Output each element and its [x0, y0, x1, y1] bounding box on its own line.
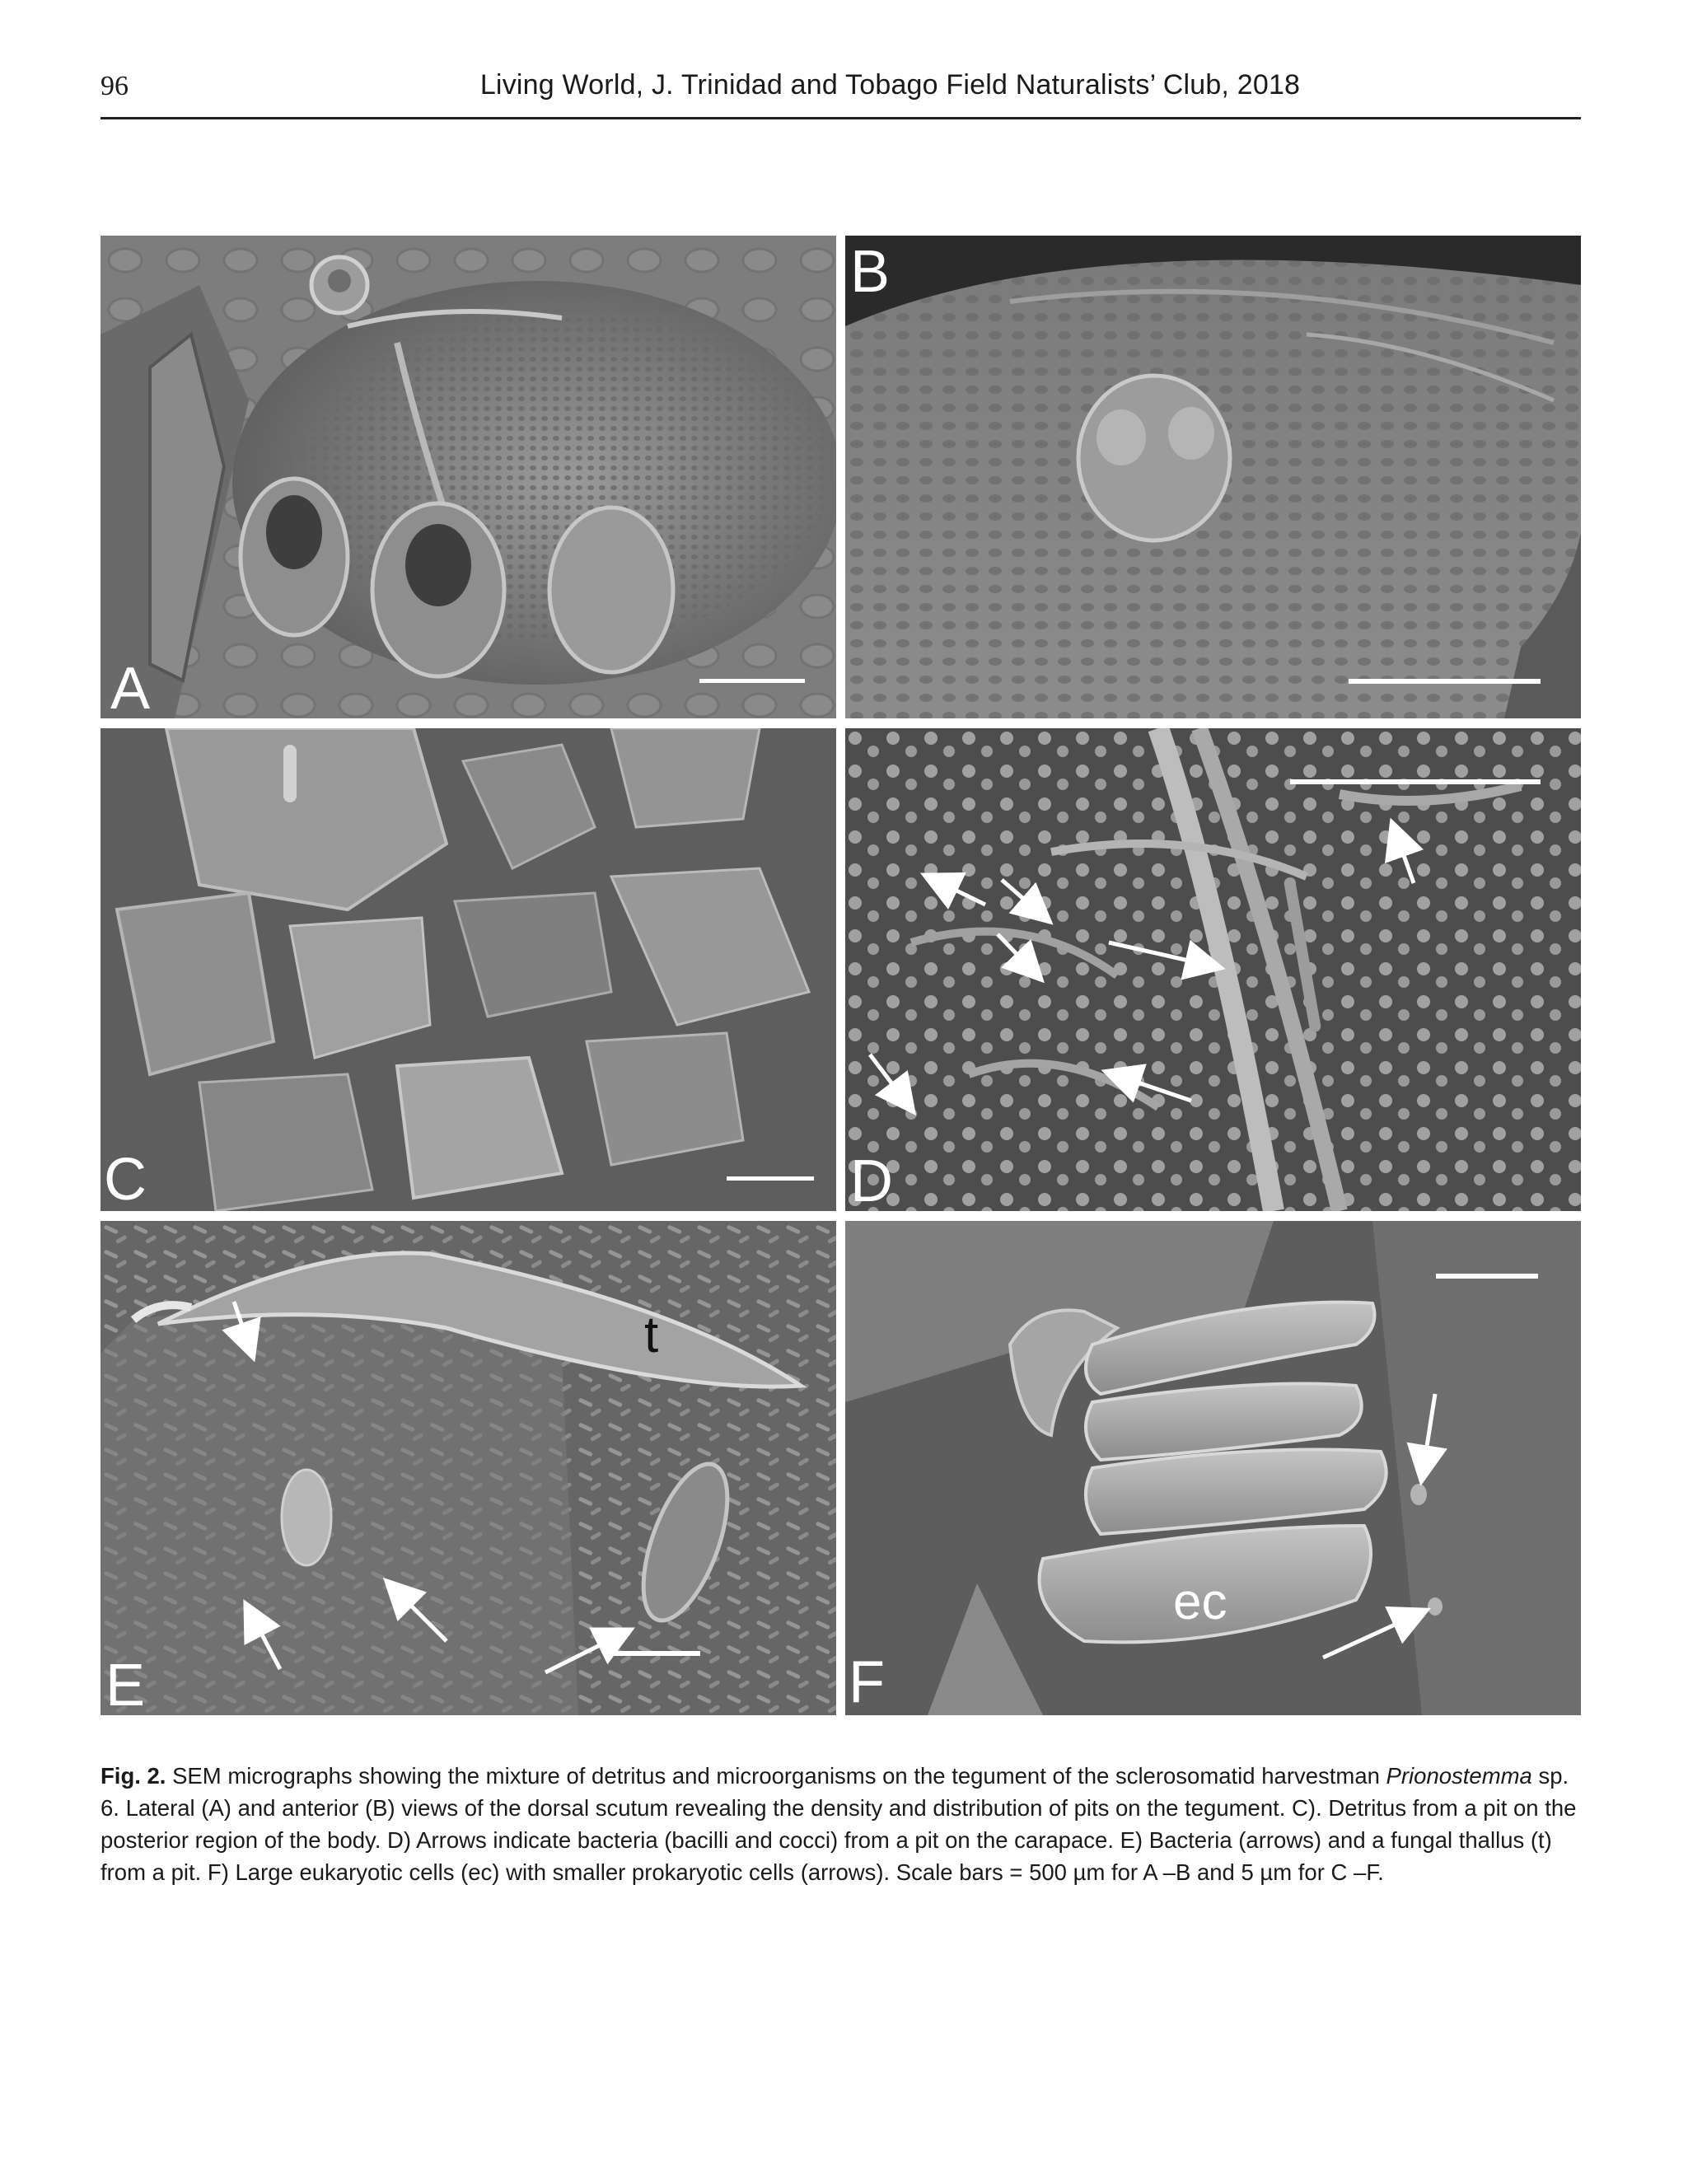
scale-bar-c [727, 1176, 814, 1181]
figure-caption-label: Fig. 2. [101, 1762, 166, 1789]
figure-2 [101, 236, 1581, 1715]
running-header [101, 64, 1581, 119]
scale-bar-b [1349, 679, 1541, 684]
panel-label-f: F [849, 1649, 885, 1715]
panel-c [101, 728, 836, 1211]
panel-label-c: C [104, 1147, 147, 1211]
panel-e [101, 1221, 836, 1715]
eukaryotic-cell-label: ec [1173, 1574, 1227, 1630]
panel-b-micrograph [845, 236, 1581, 718]
scale-bar-a [699, 679, 805, 683]
fungal-thallus-label: t [644, 1307, 659, 1363]
figure-caption-text-1: SEM micrographs showing the mixture of detritus and microorganisms on the tegument of the sclerosomatid harvestman [166, 1762, 1386, 1789]
panel-label-d: D [850, 1148, 893, 1211]
panel-c-micrograph [101, 728, 836, 1211]
panel-d [845, 728, 1581, 1211]
panel-f-micrograph [845, 1221, 1581, 1715]
page-number: 96 [101, 71, 129, 101]
scale-bar-d [1290, 779, 1541, 784]
scale-bar-f [1436, 1274, 1538, 1279]
figure-caption [101, 1760, 1583, 1888]
panel-d-micrograph [845, 728, 1581, 1211]
panel-a-micrograph [101, 236, 836, 718]
panel-e-micrograph [101, 1221, 836, 1715]
panel-label-b: B [850, 239, 891, 305]
running-title: Living World, J. Trinidad and Tobago Field Naturalists’ Club, 2018 [479, 69, 1301, 101]
panel-label-a: A [110, 656, 151, 718]
figure-caption-text-2: sp. 6. Lateral (A) and anterior (B) views of the dorsal scutum revealing the density and distribution of pits on the tegument. C). Detritus from a pit on the posterior region of the body. D) Arrows indicate bacteria (bacilli and cocci) from a pit on the carapace. E) Bacteria (arrows) and a fungal thallus (t) from a pit. F) Large eukaryotic cells (ec) with smaller prokaryotic cells (arrows). Scale bars = 500 µm for A –B and 5 µm for C –F. [101, 1762, 1577, 1885]
panel-b [845, 236, 1581, 718]
panel-f [845, 1221, 1581, 1715]
panel-a [101, 236, 836, 718]
scale-bar-e [611, 1651, 700, 1656]
panel-label-e: E [105, 1653, 146, 1715]
figure-caption-species: Prionostemma [1386, 1762, 1532, 1789]
